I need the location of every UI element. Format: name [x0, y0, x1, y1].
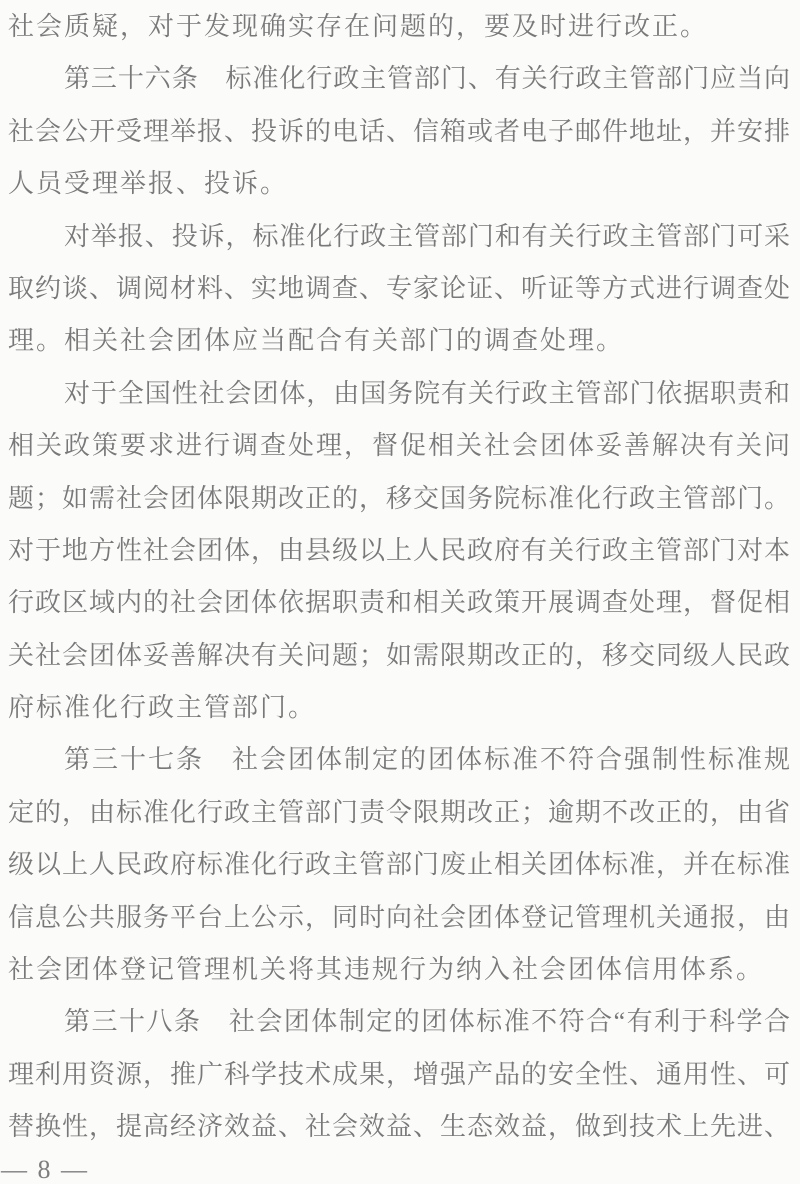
- text-line: 关社会团体妥善解决有关问题；如需限期改正的，移交同级人民政: [8, 640, 790, 670]
- article-heading-line: 第三十六条 标准化行政主管部门、有关行政主管部门应当向: [64, 64, 790, 94]
- text-line: 相关政策要求进行调查处理，督促相关社会团体妥善解决有关问: [8, 431, 790, 461]
- text-line: 对举报、投诉，标准化行政主管部门和有关行政主管部门可采: [64, 221, 790, 251]
- article-heading-line: 第三十七条 社会团体制定的团体标准不符合强制性标准规: [64, 745, 790, 775]
- page-number: — 8 —: [1, 1154, 89, 1184]
- text-line: 信息公共服务平台上公示，同时向社会团体登记管理机关通报，由: [8, 902, 790, 932]
- text-line: 对于地方性社会团体，由县级以上人民政府有关行政主管部门对本: [8, 535, 790, 565]
- text-line: 社会质疑，对于发现确实存在问题的，要及时进行改正。: [8, 12, 709, 41]
- article-heading-line: 第三十八条 社会团体制定的团体标准不符合“有利于科学合: [64, 1007, 790, 1037]
- text-line: 定的，由标准化行政主管部门责令限期改正；逾期不改正的，由省: [8, 797, 790, 827]
- text-line: 题；如需社会团体限期改正的，移交国务院标准化行政主管部门。: [8, 483, 790, 513]
- text-line: 府标准化行政主管部门。: [8, 693, 317, 723]
- text-line: 行政区域内的社会团体依据职责和相关政策开展调查处理，督促相: [8, 588, 790, 618]
- text-line: 理。相关社会团体应当配合有关部门的调查处理。: [8, 326, 625, 356]
- text-line: 级以上人民政府标准化行政主管部门废止相关团体标准，并在标准: [8, 850, 790, 880]
- text-line: 社会团体登记管理机关将其违规行为纳入社会团体信用体系。: [8, 955, 765, 985]
- text-line: 替换性，提高经济效益、社会效益、生态效益，做到技术上先进、: [8, 1112, 790, 1142]
- text-line: 理利用资源，推广科学技术成果，增强产品的安全性、通用性、可: [8, 1059, 790, 1089]
- text-line: 对于全国性社会团体，由国务院有关行政主管部门依据职责和: [64, 378, 790, 408]
- text-line: 社会公开受理举报、投诉的电话、信箱或者电子邮件地址，并安排: [8, 116, 790, 146]
- text-line: 取约谈、调阅材料、实地调查、专家论证、听证等方式进行调查处: [8, 273, 790, 303]
- text-line: 人员受理举报、投诉。: [8, 169, 289, 199]
